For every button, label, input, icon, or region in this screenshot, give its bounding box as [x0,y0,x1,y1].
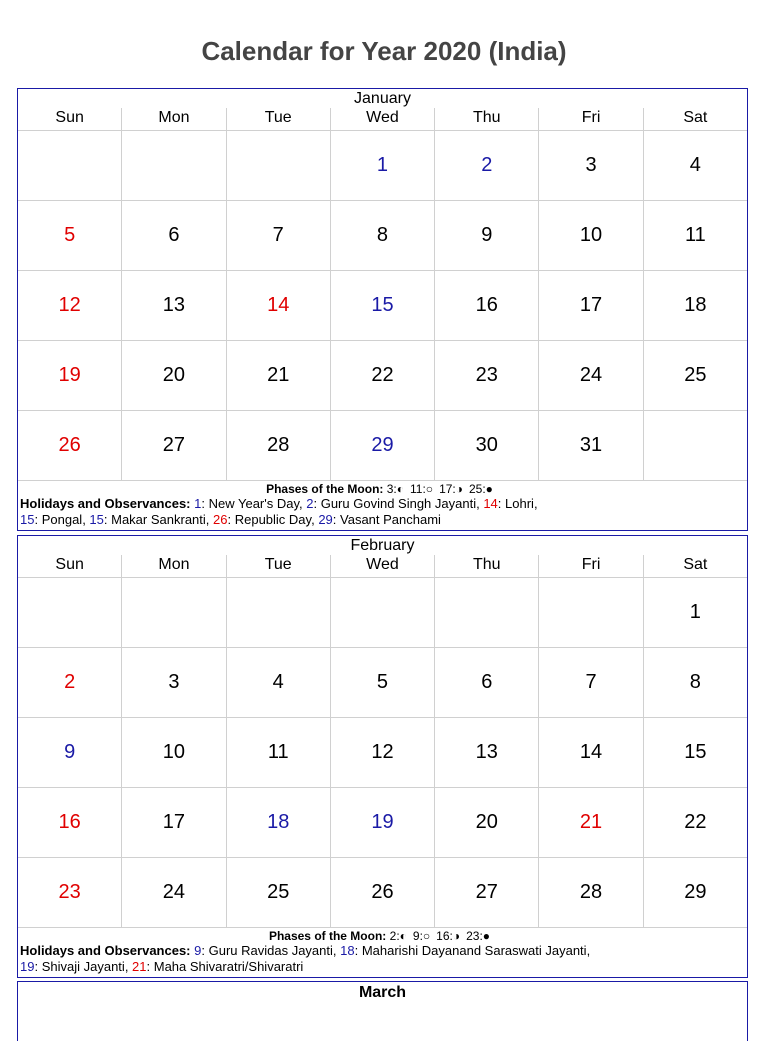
day-cell: 1 [330,131,434,200]
empty-day-cell [538,578,642,647]
day-cell: 10 [121,718,225,787]
holiday-name: Republic Day [234,512,312,527]
week-row [18,271,747,341]
weekday-wed: Wed [330,555,434,577]
day-cell: 25 [643,341,747,410]
holiday-name: Guru Govind Singh Jayanti [320,496,477,511]
day-cell: 8 [330,201,434,270]
holiday-day: 19 [20,959,35,974]
day-cell: 3 [538,131,642,200]
weekday-mon: Mon [121,555,225,577]
holiday-name: Guru Ravidas Jayanti [208,943,333,958]
empty-day-cell [121,578,225,647]
empty-day-cell [434,578,538,647]
weekday-sat: Sat [643,555,747,577]
month-name: March [358,984,407,1001]
day-cell: 4 [643,131,747,200]
day-cell: 25 [226,858,330,927]
holiday-day: 18 [340,943,355,958]
day-cell: 24 [538,341,642,410]
holiday-name: Lohri [505,496,534,511]
day-cell: 6 [121,201,225,270]
moon-phase-icon: 3:◐ [386,482,405,496]
day-cell: 15 [643,718,747,787]
moon-phase-icon: 25:● [469,482,493,496]
moon-phase-icon: 2:◐ [389,929,407,943]
day-cell: 21 [538,788,642,857]
day-cell: 5 [330,648,434,717]
week-grid [18,577,747,928]
weekday-sat: Sat [643,108,747,130]
holidays-label: Holidays and Observances: [20,496,191,511]
day-cell: 18 [643,271,747,340]
day-cell: 12 [330,718,434,787]
empty-day-cell [18,131,121,200]
day-cell: 10 [538,201,642,270]
week-row [18,858,747,928]
holidays-label: Holidays and Observances: [20,943,191,958]
holiday-name: Makar Sankranti [111,512,206,527]
moon-phase-icon: 17:◑ [439,482,463,496]
day-cell: 30 [434,411,538,480]
empty-day-cell [121,131,225,200]
weekday-wed: Wed [330,108,434,130]
weekday-tue: Tue [226,555,330,577]
holiday-day: 1 [194,496,202,511]
day-cell: 21 [226,341,330,410]
day-cell: 16 [58,811,81,833]
moon-phase-icon: 9:○ [412,929,431,943]
day-cell: 24 [121,858,225,927]
weekday-tue: Tue [226,108,330,130]
holiday-day: 15 [89,512,104,527]
day-cell: 23 [434,341,538,410]
day-cell: 9 [434,201,538,270]
holiday-day: 29 [318,512,333,527]
holiday-name: New Year's Day [208,496,300,511]
holiday-name: Maha Shivaratri/Shivaratri [153,959,304,974]
holiday-day: 15 [20,512,35,527]
day-cell: 16 [434,271,538,340]
day-cell: 12 [58,294,81,316]
day-cell: 17 [538,271,642,340]
holidays-observances: Holidays and Observances: 9: Guru Ravidas Jayanti, 18: Maharishi Dayanand Saraswati Jayanti, 19: Shivaji Jayanti, 21: Maha Shivaratri/Shivaratri [20,943,591,974]
day-cell: 6 [434,648,538,717]
holiday-name: Shivaji Jayanti [41,959,125,974]
day-cell: 22 [330,341,434,410]
weekday-thu: Thu [434,108,538,130]
moon-phases-label: Phases of the Moon: [268,929,387,943]
holidays-observances: Holidays and Observances: 1: New Year's Day, 2: Guru Govind Singh Jayanti, 14: Lohri, 15: Pongal, 15: Makar Sankranti, 26: Republic Day, 29: Vasant Panchami [20,496,538,527]
empty-day-cell [18,578,121,647]
month-february [17,535,748,978]
day-cell: 4 [226,648,330,717]
day-cell: 8 [643,648,747,717]
day-cell: 14 [538,718,642,787]
weekday-sun: Sun [55,109,84,126]
holiday-name: Pongal [41,512,83,527]
page-title: Calendar for Year 2020 (India) [201,36,567,66]
month-march [17,981,748,1041]
day-cell: 19 [330,788,434,857]
moon-phase-icon: 11:○ [410,482,434,496]
month-name: February [350,537,415,554]
month-name: January [354,90,411,107]
day-cell: 20 [434,788,538,857]
day-cell: 14 [226,271,330,340]
day-cell: 1 [643,578,747,647]
day-cell: 27 [434,858,538,927]
day-cell: 7 [538,648,642,717]
day-cell: 29 [330,411,434,480]
moon-phase-icon: 23:● [466,929,491,943]
day-cell: 7 [226,201,330,270]
day-cell: 28 [538,858,642,927]
week-row [18,578,747,648]
day-cell: 3 [121,648,225,717]
moon-phases-label: Phases of the Moon: [266,482,384,496]
weekday-fri: Fri [538,108,642,130]
weekday-fri: Fri [538,555,642,577]
week-row [18,788,747,858]
empty-day-cell [330,578,434,647]
moon-phases [18,481,747,496]
empty-day-cell [226,578,330,647]
day-cell: 26 [330,858,434,927]
week-row [18,341,747,411]
holiday-day: 9 [194,943,202,958]
day-cell: 31 [538,411,642,480]
holiday-name: Vasant Panchami [340,512,441,527]
empty-day-cell [643,411,747,480]
day-cell: 29 [643,858,747,927]
day-cell: 28 [226,411,330,480]
day-cell: 9 [64,741,76,763]
day-cell: 22 [643,788,747,857]
day-cell: 20 [121,341,225,410]
empty-day-cell [226,131,330,200]
day-cell: 2 [434,131,538,200]
week-row [18,131,747,201]
week-grid [18,130,747,481]
day-cell: 19 [58,364,81,386]
day-cell: 26 [58,434,81,456]
weekday-thu: Thu [434,555,538,577]
day-cell: 5 [64,224,76,246]
day-cell: 27 [121,411,225,480]
month-january [17,88,748,531]
week-row [18,411,747,481]
day-cell: 18 [226,788,330,857]
weekday-header-row [18,108,747,130]
weekday-sun: Sun [55,556,84,573]
week-row [18,648,747,718]
moon-phases [18,928,747,943]
holiday-day: 2 [306,496,314,511]
day-cell: 23 [58,881,81,903]
day-cell: 11 [226,718,330,787]
day-cell: 13 [434,718,538,787]
week-row [18,201,747,271]
moon-phase-icon: 16:◑ [436,929,461,943]
day-cell: 15 [330,271,434,340]
weekday-mon: Mon [121,108,225,130]
week-row [18,718,747,788]
holiday-name: Maharishi Dayanand Saraswati Jayanti [361,943,587,958]
day-cell: 2 [64,671,76,693]
holiday-day: 21 [132,959,147,974]
day-cell: 13 [121,271,225,340]
day-cell: 17 [121,788,225,857]
day-cell: 11 [643,201,747,270]
holiday-day: 26 [213,512,228,527]
weekday-header-row [18,555,747,577]
holiday-day: 14 [483,496,498,511]
